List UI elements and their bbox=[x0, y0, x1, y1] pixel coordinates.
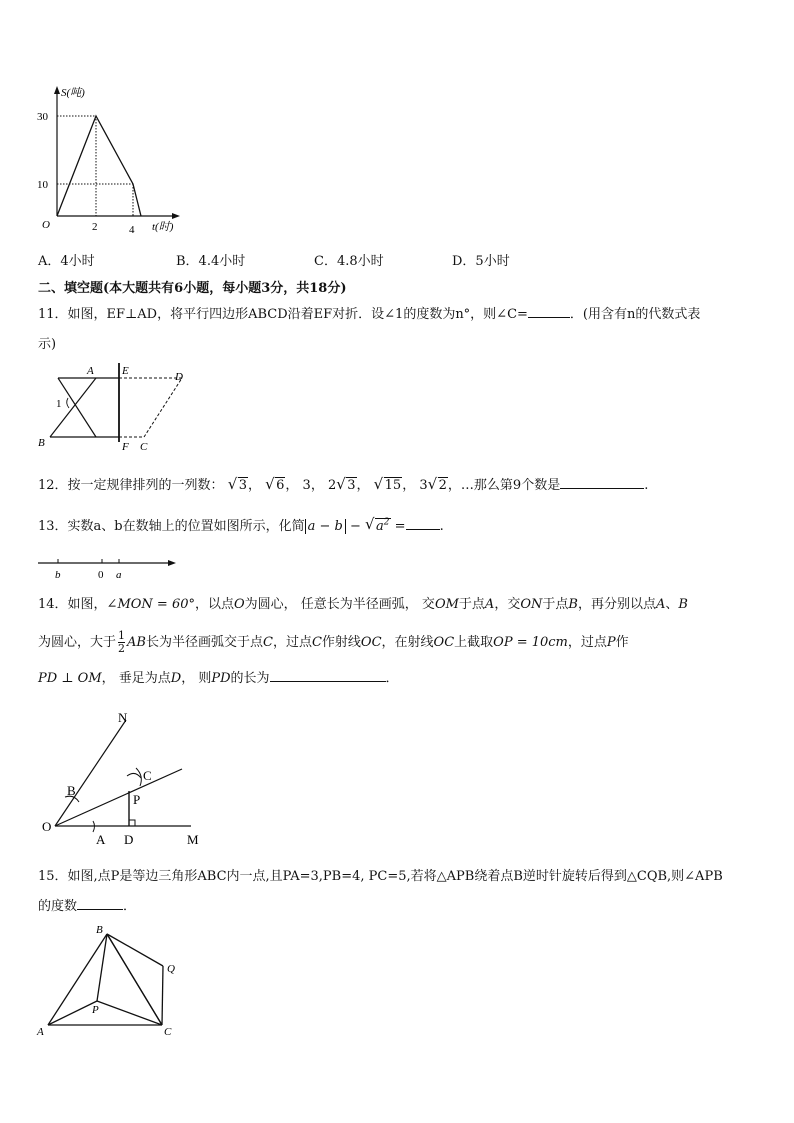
q10-option-d[interactable]: D．5小时 bbox=[452, 254, 510, 269]
q15-figure bbox=[32, 918, 192, 1043]
q10-option-c[interactable]: C．4.8小时 bbox=[314, 254, 384, 269]
label-F: F bbox=[122, 441, 129, 453]
y-tick-30: 30 bbox=[37, 111, 48, 123]
q11-figure bbox=[36, 360, 191, 456]
label-C: C bbox=[164, 1026, 172, 1038]
origin-label: O bbox=[42, 219, 50, 231]
label-Q: Q bbox=[167, 963, 175, 975]
x-tick-2: 2 bbox=[92, 221, 98, 233]
label-B: B bbox=[38, 437, 45, 449]
q11-text-line1: 11．如图，EF⊥AD，将平行四边形ABCD沿着EF对折．设∠1的度数为n°，则∠C= ．(用含有n的代数式表 bbox=[38, 303, 700, 322]
label-C: C bbox=[140, 441, 148, 453]
label-B: B bbox=[96, 924, 103, 936]
label-A: A bbox=[37, 1026, 44, 1038]
q10-option-b[interactable]: B．4.4小时 bbox=[176, 254, 246, 269]
q14-text-line3: PD ⊥ OM， 垂足为点D， 则PD的长为 ． bbox=[38, 667, 399, 686]
label-E: E bbox=[122, 365, 129, 377]
label-P: P bbox=[133, 792, 141, 807]
label-D: D bbox=[175, 371, 183, 383]
label-b: b bbox=[55, 569, 61, 581]
label-C: C bbox=[143, 768, 152, 783]
label-O: O bbox=[42, 819, 52, 834]
label-D: D bbox=[124, 832, 134, 847]
y-tick-10: 10 bbox=[37, 179, 48, 191]
q14-text-line2: 为圆心，大于 $\frac{1}{2}$ AB长为半径画弧交于点C，过点C作射线OC，在射线OC上截取OP = 10cm，过点P作 bbox=[38, 629, 629, 655]
q13-answer-blank[interactable] bbox=[406, 515, 440, 530]
label-A: A bbox=[96, 832, 106, 847]
label-M: M bbox=[187, 832, 199, 847]
q14-answer-blank[interactable] bbox=[270, 667, 386, 682]
q13-text: 13．实数a、b在数轴上的位置如图所示，化简 a − b − √ $a^2$ = . bbox=[38, 514, 444, 534]
q12-answer-blank[interactable] bbox=[560, 474, 644, 489]
q15-text-line1: 15．如图,点P是等边三角形ABC内一点,且PA=3,PB=4, PC=5,若将△APB绕着点B逆时针旋转后得到△CQB,则∠APB bbox=[38, 869, 723, 884]
label-B: B bbox=[67, 783, 76, 798]
q12-text: 12．按一定规律排列的一列数： √ 3， √ 6， 3， 2 √ 3， √ 15， 3 √ 2，…那么第9个数是 . bbox=[38, 475, 649, 493]
q10-option-a[interactable]: A．4小时 bbox=[38, 254, 95, 269]
section-title: 二、填空题(本大题共有6小题，每小题3分，共18分) bbox=[38, 281, 347, 296]
q14-figure bbox=[36, 708, 216, 853]
x-tick-4: 4 bbox=[129, 224, 135, 236]
label-1: 1 bbox=[56, 398, 62, 410]
label-0: 0 bbox=[98, 569, 104, 581]
label-a: a bbox=[116, 569, 122, 581]
x-axis-label: t(时) bbox=[152, 221, 174, 233]
y-axis-arrow bbox=[54, 86, 60, 94]
q14-text-line1: 14．如图，∠MON = 60°，以点O为圆心， 任意长为半径画弧， 交OM于点A，交ON于点B，再分别以点A、B bbox=[38, 597, 688, 612]
distance-time-graph bbox=[30, 82, 190, 242]
label-A: A bbox=[87, 365, 94, 377]
label-N: N bbox=[118, 710, 128, 725]
x-axis-arrow bbox=[172, 213, 180, 219]
q11-text-line2: 示) bbox=[38, 337, 57, 352]
graph-line bbox=[57, 116, 141, 216]
q13-number-line bbox=[36, 553, 181, 583]
q15-answer-blank[interactable] bbox=[77, 895, 123, 910]
q15-text-line2: 的度数 ． bbox=[38, 895, 136, 914]
q11-answer-blank[interactable] bbox=[528, 303, 570, 318]
y-axis-label: S(吨) bbox=[61, 87, 85, 99]
label-P: P bbox=[92, 1004, 99, 1016]
